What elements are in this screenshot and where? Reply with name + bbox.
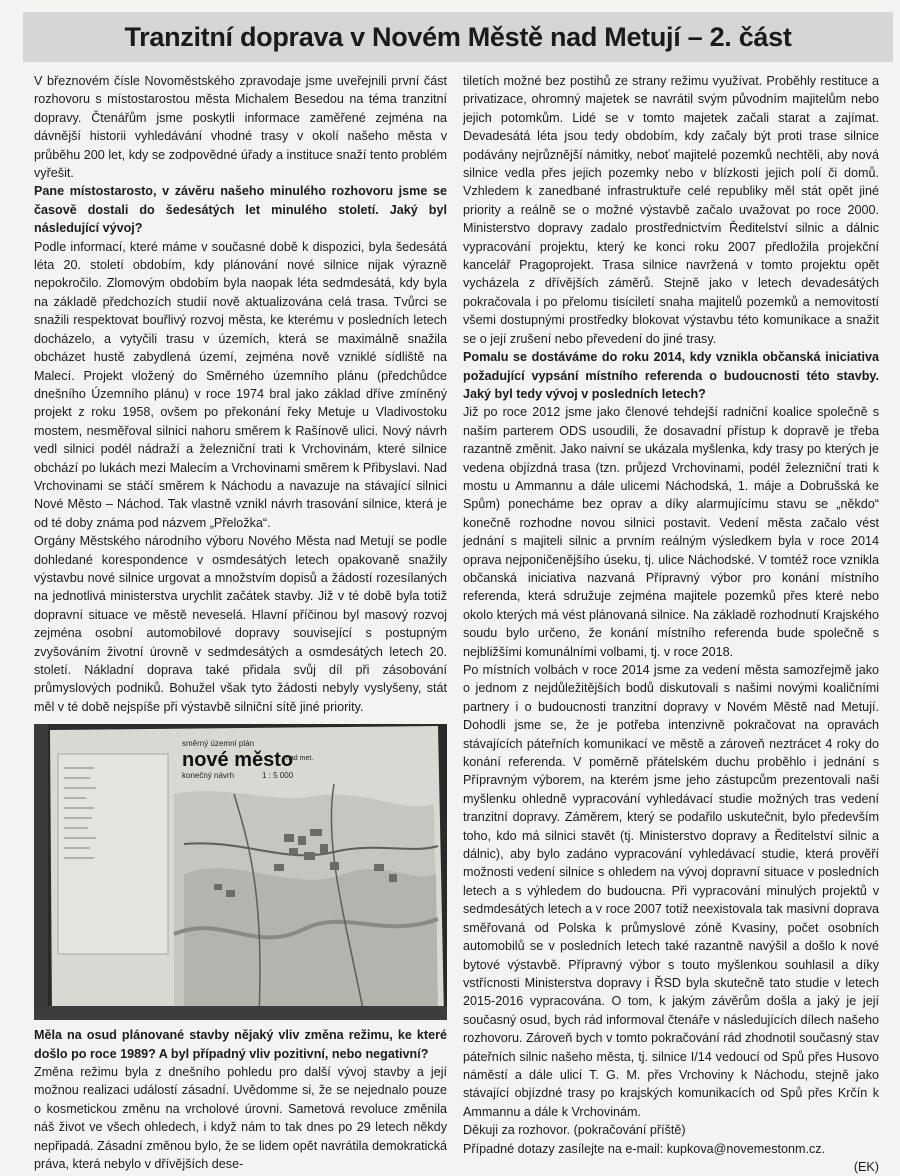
map-caption-line4: konečný návrh xyxy=(182,771,235,781)
map-scale: 1 : 5 000 xyxy=(262,771,294,781)
answer-paragraph: tiletích možné bez postihů ze strany režimu využívat. Proběhly restituce a privatizace, ohromný majetek se navrátil svým původním majitelům nebo jejich potomkům. Lidé se v tomto majetek začali starat a zajímat. Devadesátá léta jsou tedy obdobím, kdy začaly být proti trase silnice podávány nejrůznější námitky, neboť majitelé pozemků nechtěli, aby nová silnice vedla přes jejich pozemky nebo v blízkosti jejich polí či domů. Vzhledem k zanedbané infrastruktuře celé republiky měl stát opět jiné priority a reálně se o možné výstavbě začalo uvažovat po roce 2000. Ministerstvo dopravy zadalo prostřednictvím Ředitelství silnic a dálnic vypracování projektu, který ke konci roku 2007 předložila projekční kancelář Pragoprojekt. Trasa silnice navržená v tomto projektu opět vycházela z dřívějších záměrů. Stejně jako v letech devadesátých pokračovala i po přelomu tisíciletí snaha majitelů pozemků a nemovitostí všemi dostupnými prostředky blokovat výstavbu této komunikace a snažit se o její zrušení nebo převedení do jiné trasy. xyxy=(463,74,879,346)
title-bar xyxy=(23,12,893,62)
intro-paragraph: V březnovém čísle Novoměstského zpravodaje jsme uveřejnili první část rozhovoru s místostarostou města Michalem Besedou na téma tranzitní dopravy. Čtenářům jsme poskytli informace zaměřené zejména na dávnější historii vyhledávání vhodné trasy v okolí našeho města v průběhu 200 let, kdy se zodpovědné úřady a instituce snaží tento problém vyřešit. xyxy=(34,74,447,181)
question-1: Pane místostarosto, v závěru našeho minulého rozhovoru jsme se časově dostali do šedesátých let minulého století. Jaký byl následující vývoj? xyxy=(34,184,447,236)
right-column xyxy=(463,72,879,1176)
answer-paragraph: Po místních volbách v roce 2014 jsme za vedení města samozřejmě jako o jednom z nejdůležitějších bodů diskutovali s našimi novými koaličními partnery i o budoucnosti tranzitní dopravy v Novém Městě nad Metují. Dohodli jsme se, že je potřeba intenzivně pokračovat na opravách stávajících páteřních komunikací ve městě a zároveň neztrácet 4 roky do konání referenda. V poměrně přátelském duchu proběhlo i jednání s Přípravným výborem, na kterém jsme jeho zástupcům prezentovali naši myšlenku ohledně vypracování vyhledávací studie možných tras vedení tranzitní dopravy. Záměrem, který se podařilo uskutečnit, bylo především toho, kdo má silnici stavět (tj. Ministerstvo dopravy a Ředitelství silnic a dálnic), aby bylo zadáno vypracování vyhledávací studie, která prověří možnosti vedení silnice s ohledem na vývoj dopravní situace v posledních letech a s výhledem do budoucna. Při vypracování minulých projektů v sedmdesátých letech a v roce 2007 totiž neexistovala tak masivní doprava směřovaná od Polska k průmyslové zóně Kvasiny, počet osobních automobilů se v posledních letech také razantně navýšil a došlo k nové bytové výstavbě. Přípravný výbor s touto myšlenkou souhlasil a díky vstřícnosti Ministerstva dopravy i ŘSD byla skutečně tato studie v letech 2015-2016 vypracována. O tom, k jakým závěrům došla a jaký je její současný osud, bych rád informoval čtenáře v následujících dílech našeho rozhovoru. Zároveň bych v tomto pokračování rád zhodnotil současný stav páteřních silnic našeho města, tj. silnice I/14 vedoucí od Spů přes Husovo náměstí a dále ulicí T. G. M. přes Vrchoviny k Náchodu, stejně jako stávající objízdné trasy po krajských komunikacích od Spů přes Krčín k Ammannu a dále k Vrchovinám. xyxy=(463,663,879,1119)
map-caption-title: nové město xyxy=(182,749,294,772)
closing-line: Děkuji za rozhovor. (pokračování příště) xyxy=(463,1123,686,1138)
map-caption-line1: směrný územní plán xyxy=(182,739,255,749)
page-title: Tranzitní doprava v Novém Městě nad Metují – 2. část xyxy=(124,21,792,52)
map-caption-line3: nad met. xyxy=(286,755,314,763)
author-signature: (EK) xyxy=(853,1159,879,1174)
answer-paragraph: Podle informací, které máme v současné době k dispozici, byla šedesátá léta 20. století obdobím, kdy plánování nové silnice nijak výrazně nepokročilo. Zlomovým obdobím byla naopak léta sedmdesátá, kdy byla na základě předchozích studií nově aktualizována celá trasa. Tvůrci se snažili respektovat bouřlivý rozvoj města, ke kterému v posledních letech docházelo, a vytyčili trasu v územích, která se maximálně snažila obcházet hustě zabydlená území, zejména nově vzniklé sídliště na Malecí. Projekt vložený do Směrného územního plánu (předchůdce dnešního Územního plánu) v roce 1974 bral jako základ dříve zmíněný projekt z roku 1958, ovšem po překonání řeky Metuje u Vladivostoku mostem, nesměřoval silnici nahoru směrem k Rašínově ulici. Nový návrh vedl silnici podél nádraží a železniční trati k Vrchovinám, které silnice obchází po lukách mezi Malecím a Vrchovinami směrem k Přibyslavi. Nad Vrchovinami se stáčí směrem k Náchodu a navazuje na stávající silnici Nové Město – Náchod. Tak vlastně vznikl návrh trasování silnice, která je od té doby známa pod názvem „Přeložka“. xyxy=(34,239,447,530)
contact-line: Případné dotazy zasílejte na e-mail: kupkova@novemestonm.cz. xyxy=(463,1141,826,1156)
answer-paragraph: Již po roce 2012 jsme jako členové tehdejší radniční koalice společně s naším parterem ODS usoudili, že dosavadní přístup k dopravě je třeba razantně změnit. Jako naivní se ukázala myšlenka, kdy trasy po kterých je vedena objízdná trasa (tzn. průjezd Vrchovinami, podél železniční trati k mostu u Ammannu a dále ulicemi Náchodská, 1. máje a Dobrušská ke Spům) ponecháme bez oprav a díky alarmujícímu stavu se „někdo“ konečně rozhodne novou silnici postavit. Vedení města začalo vést jednání s majiteli silnic a prvním reálným výsledkem byla v roce 2014 oprava nejponičenějšího úseku, tj. ulice Náchodské. V tomtéž roce vznikla občanská iniciativa nazvaná Přípravný výbor pro konání místního referenda, která sdružuje zejména majitele pozemků přes které nebo okolo kterých má vést plánovaná silnice. Na základě rozhodnutí Krajského soudu bylo určeno, že konání místního referenda bude společně s nejbližšími komunálními volbami, tj. v roce 2018. xyxy=(463,405,879,659)
answer-paragraph: Orgány Městského národního výboru Nového Města nad Metují se podle dohledané korespondence v osmdesátých letech opakovaně snažily výstavbu nové silnice urgovat a množstvím dopisů a žádostí rozesílaných na jednotlivá ministerstva urychlit začátek stavby. Již v té době byla totiž dopravní situace ve městě neveselá. Hlavní příčinou byl masový rozvoj zejména osobní automobilové dopravy související s postupným zvyšováním životní úrovně v sedmdesátých a osmdesátých letech 20. století. Nákladní doprava také přidala svůj díl při zásobování průmyslových podniků. Bohužel však tyto žádosti nebyly vyslyšeny, stát měl v té době nejspíše při výstavbě silniční sítě jiné priority. xyxy=(34,534,447,714)
map-illustration xyxy=(34,724,447,1020)
map-photo xyxy=(34,724,447,1020)
question-2: Měla na osud plánované stavby nějaký vliv změna režimu, ke které došlo po roce 1989? A byl případný vliv pozitivní, nebo negativní? xyxy=(34,1028,447,1061)
question-3: Pomalu se dostáváme do roku 2014, kdy vznikla občanská iniciativa požadující vypsání místního referenda o budoucnosti této stavby. Jaký byl tedy vývoj v posledních letech? xyxy=(463,350,879,401)
answer-paragraph: Změna režimu byla z dnešního pohledu pro další vývoj stavby a její možnou realizaci událostí zásadní. Uvědomme si, že se nejednalo pouze o kosmetickou změnu na vrcholové úrovni. Sametová revoluce změnila náš život ve všech ohledech, i když nám to tak dnes po 29 letech někdy nepřipadá. Zásadní změnou bylo, že se lidem opět navrátila demokratická práva, která nebylo v dřívějších dese- xyxy=(34,1065,447,1172)
left-column xyxy=(34,72,447,1173)
